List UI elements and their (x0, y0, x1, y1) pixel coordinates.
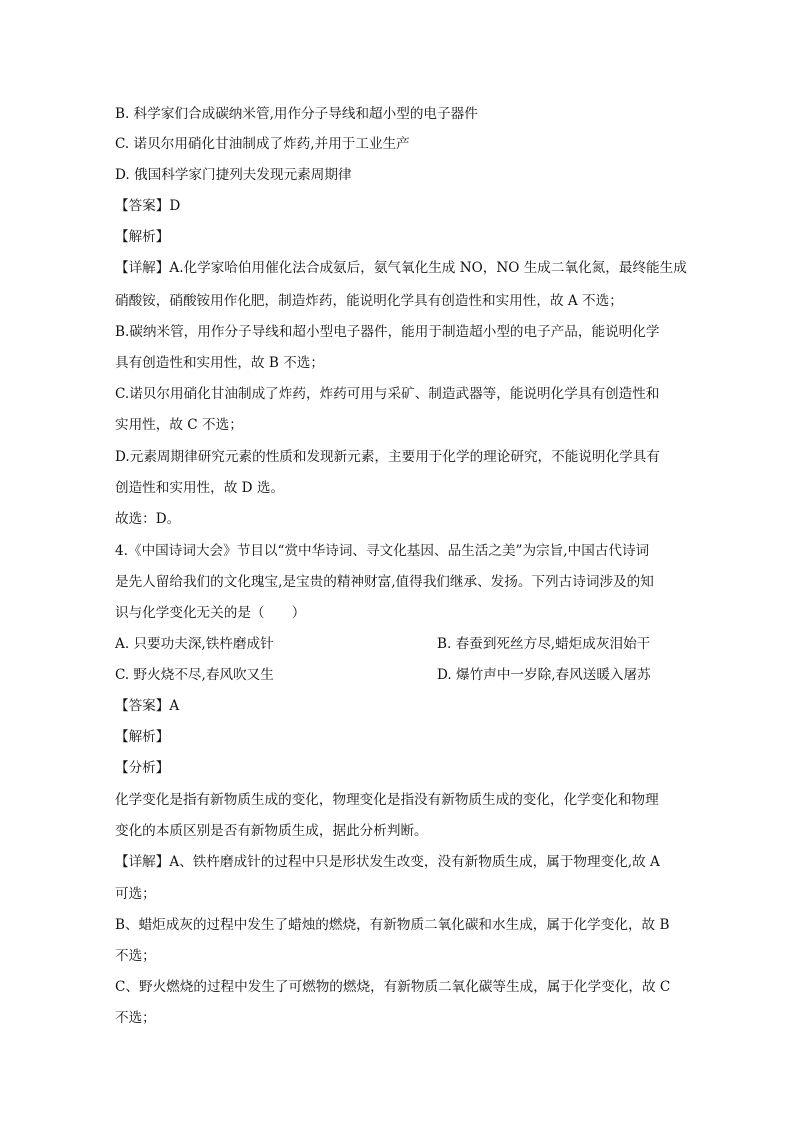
option-c-line: C. 诺贝尔用硝化甘油制成了炸药,并用于工业生产 (115, 136, 410, 152)
question-4-line: 4.《中国诗词大会》节目以“赏中华诗词、寻文化基因、品生活之美”为宗旨,中国古代诗词 (115, 543, 650, 559)
option-c: C. 野火烧不尽,春风吹又生 (115, 667, 274, 683)
detail-line: C、野火燃烧的过程中发生了可燃物的燃烧，有新物质二氧化碳等生成，属于化学变化，故 C (115, 979, 671, 995)
detail-line: 不选； (115, 1010, 156, 1026)
detail-line: B、蜡炬成灰的过程中发生了蜡烛的燃烧，有新物质二氧化碳和水生成，属于化学变化，故 B (115, 917, 670, 933)
option-d-line: D. 俄国科学家门捷列夫发现元素周期律 (115, 167, 352, 183)
conclusion-line: 故选：D。 (115, 511, 181, 527)
detail-line: 创造性和实用性，故 D 选。 (115, 480, 285, 496)
detail-line: D.元素周期律研究元素的性质和发现新元素，主要用于化学的理论研究，不能说明化学具有 (115, 449, 660, 465)
answer-label: 【答案】A (115, 698, 180, 714)
explanation-line: 化学变化是指有新物质生成的变化，物理变化是指没有新物质生成的变化，化学变化和物理 (115, 792, 659, 808)
option-a: A. 只要功夫深,铁杵磨成针 (115, 636, 274, 652)
option-b-line: B. 科学家们合成碳纳米管,用作分子导线和超小型的电子器件 (115, 106, 478, 122)
analysis-label: 【解析】 (115, 729, 170, 745)
detail-line: 具有创造性和实用性，故 B 不选； (115, 355, 324, 371)
explanation-line: 变化的本质区别是否有新物质生成，据此分析判断。 (115, 823, 428, 839)
analysis-label: 【解析】 (115, 229, 170, 245)
option-d: D. 爆竹声中一岁除,春风送暖入屠苏 (437, 667, 651, 683)
detail-line: 硝酸铵，硝酸铵用作化肥，制造炸药，能说明化学具有创造性和实用性，故 A 不选； (115, 293, 623, 309)
detail-line: 实用性，故 C 不选； (115, 417, 243, 433)
detail-line: C.诺贝尔用硝化甘油制成了炸药，炸药可用与采矿、制造武器等，能说明化学具有创造性和 (115, 386, 660, 402)
detail-line: 可选； (115, 886, 156, 902)
answer-label: 【答案】D (115, 198, 181, 214)
detail-line: 【详解】A.化学家哈伯用催化法合成氨后，氨气氧化生成 NO，NO 生成二氧化氮，最终能生成 (115, 260, 687, 276)
detail-line: 不选； (115, 948, 156, 964)
breakdown-label: 【分析】 (115, 760, 170, 776)
option-b: B. 春蚕到死丝方尽,蜡炬成灰泪始干 (437, 636, 651, 652)
detail-line: B.碳纳米管，用作分子导线和超小型电子器件，能用于制造超小型的电子产品，能说明化学 (115, 324, 660, 340)
detail-line: 【详解】A、铁杵磨成针的过程中只是形状发生改变，没有新物质生成，属于物理变化,故 A (115, 854, 660, 870)
question-4-line: 识与化学变化无关的是（ ） (115, 605, 306, 621)
question-4-line: 是先人留给我们的文化瑰宝,是宝贵的精神财富,值得我们继承、发扬。下列古诗词涉及的知 (115, 574, 654, 590)
